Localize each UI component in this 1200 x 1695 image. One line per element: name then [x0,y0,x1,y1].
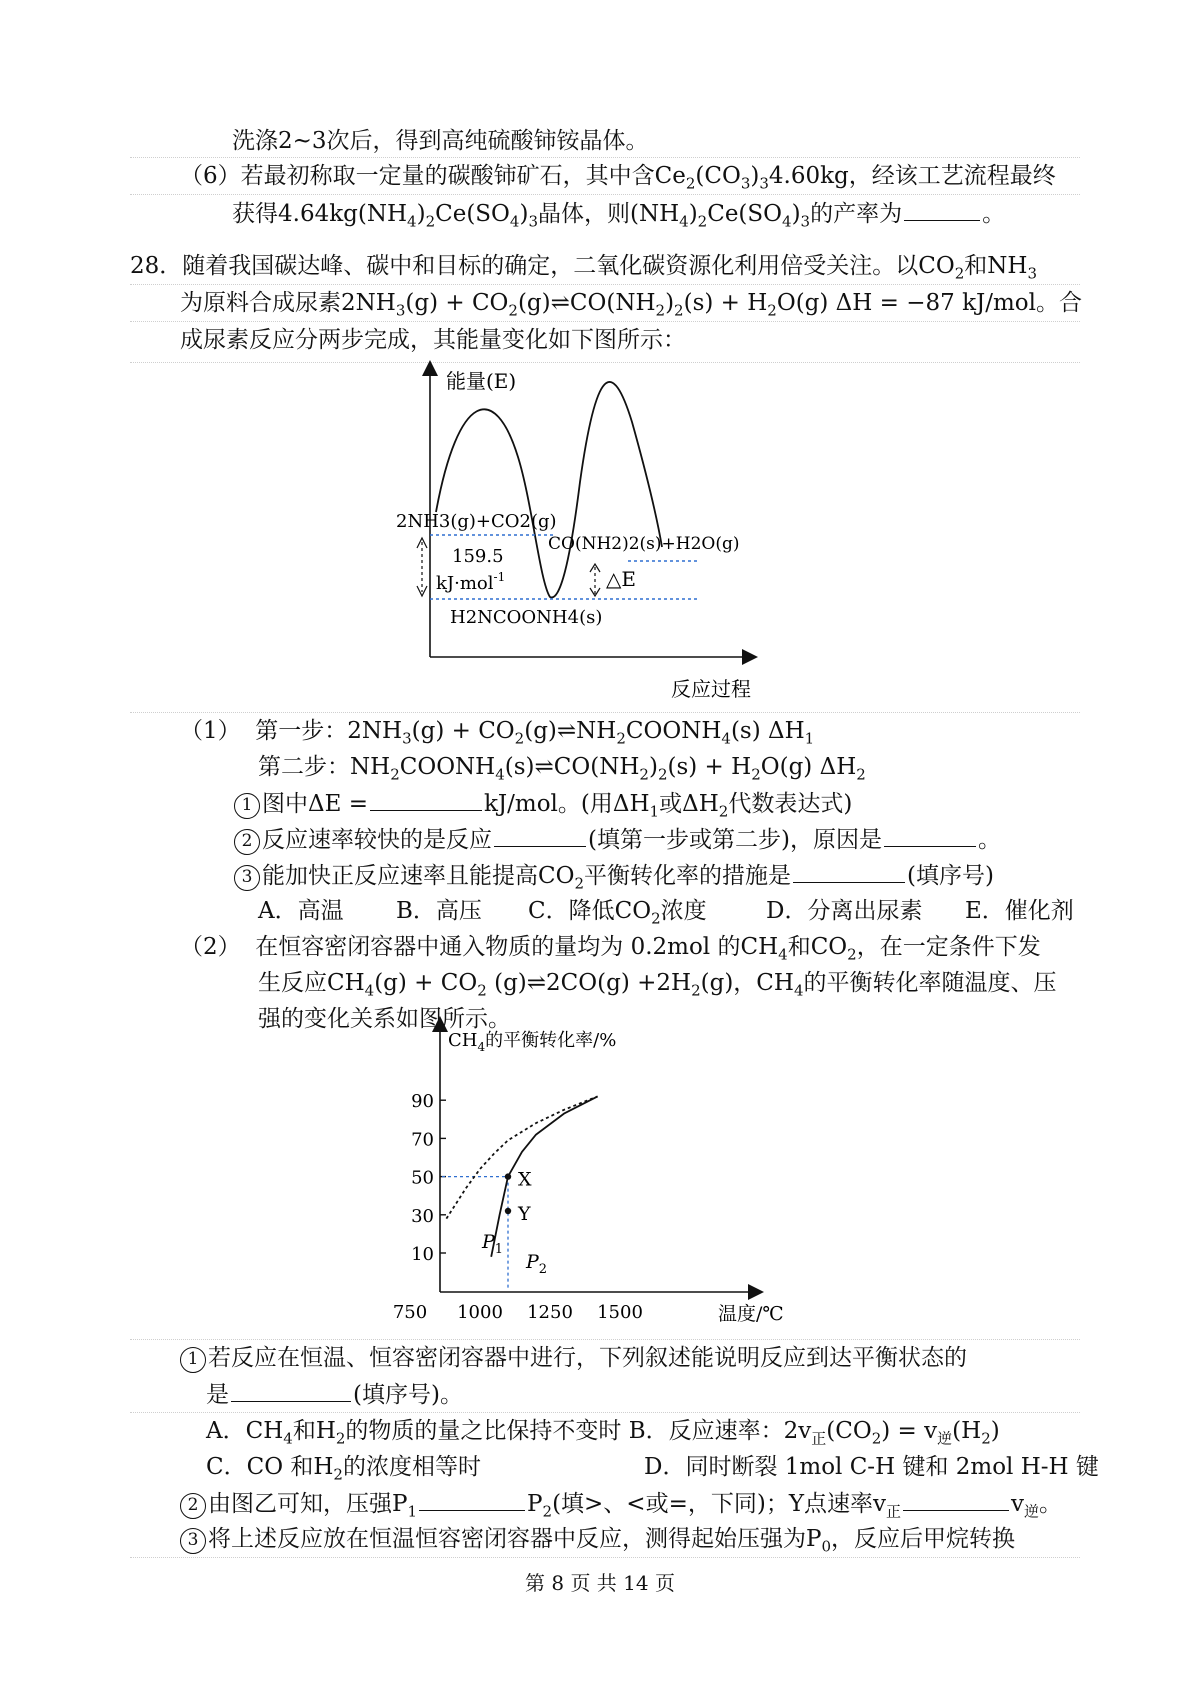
c-question-1: 1 若反应在恒温、恒容密闭容器中进行，下列叙述能说明反应到达平衡状态的 [180,1343,967,1373]
gap-value-label: 159.5 [452,546,504,567]
part2-line-2: 生反应$CH_4(g) + CO_2$ (g)⇌2CO(g) $+2H_2(g)$，$CH_4$的平衡转化率随温度、压 [258,970,1057,1000]
dotted-rule [130,712,1080,713]
option-e: E．催化剂 [965,898,1074,924]
dotted-rule [130,1339,1080,1340]
circled-number: 3 [234,865,260,891]
p2-curve-label: $P_2$ [526,1251,548,1277]
answer-blank-equilibrium[interactable] [231,1379,351,1402]
answer-blank-reason[interactable] [884,824,976,847]
answer-blank-rate[interactable] [903,1488,1009,1511]
dotted-rule [130,157,1080,158]
option-d: D．分离出尿素 [766,898,923,924]
sub-question-2: 2 反应速率较快的是反应 (填第一步或第二步)，原因是 。 [234,824,1001,855]
energy-x-label: 反应过程 [671,677,751,701]
reactants-label: 2NH3(g)+CO2(g) [396,511,557,532]
conv-x-title: 温度/℃ [718,1303,784,1325]
delta-e-label: △E [606,567,636,591]
part2-line-3: 强的变化关系如图所示。 [258,1006,511,1032]
dotted-rule [130,1412,1080,1413]
point-x [505,1173,511,1179]
y-tick-label: 30 [411,1205,434,1227]
q6-line-1: 洗涤2~3次后，得到高纯硫酸铈铵晶体。 [232,128,649,154]
q28-intro-line-2: 为原料合成尿素$2NH_3(g)$ + $CO_2(g)\rightleftharpoons CO(NH_2)_2(s) + H_2O(g) \Delta H = -87$ kJ/mol。合 [180,290,1083,320]
step1-equation: （1） 第一步：$2NH_3(g)$ + $CO_2(g)\rightleftharpoons NH_2COONH_4(s)$ $\Delta H_1$ [180,718,815,748]
products-label: CO(NH2)2(s)+H2O(g) [548,534,740,554]
y-tick-label: 90 [411,1091,434,1113]
c-option-d: D．同时断裂 1mol C-H 键和 2mol H-H 键 [644,1454,1099,1480]
sub-question-3: 3 能加快正反应速率且能提高$CO_2$平衡转化率的措施是 (填序号) [234,860,994,891]
energy-y-label: 能量(E) [446,369,517,393]
circled-number: 1 [180,1347,206,1373]
x-tick-label: 750 [392,1302,428,1323]
energy-diagram [396,362,780,707]
c-options-row-1: A．$CH_4$和$H_2$的物质的量之比保持不变时 B．反应速率：$2v_正(CO_2) = v_逆(H_2)$ [206,1418,1000,1448]
gap-unit-label: kJ·mol$^{-1}$ [436,570,506,594]
q6-line-2: （6）若最初称取一定量的碳酸铈矿石，其中含$Ce_2(CO_3)_34.60kg$，经该工艺流程最终 [180,163,1056,193]
conversion-chart [392,1018,820,1333]
q28-intro-line-1: 28．随着我国碳达峰、碳中和目标的确定，二氧化碳资源化利用倍受关注。以$CO_2$和$NH_3$ [130,253,1038,283]
c-question-2: 2 由图乙可知，压强$P_1$ $P_2$(填>、<或=，下同)；Y点速率$v_正$ $v_逆$。 [180,1488,1062,1519]
q28-intro-line-3: 成尿素反应分两步完成，其能量变化如下图所示： [180,327,686,353]
option-b: B．高压 [396,898,482,924]
y-tick-label: 50 [411,1167,434,1189]
point-y-label: Y [518,1202,531,1225]
part2-line-1: （2） 在恒容密闭容器中通入物质的量均为 0.2mol 的$CH_4$和$CO_2$，在一定条件下发 [180,934,1041,964]
x-tick-label: 1250 [527,1302,573,1323]
series-p1-line [446,1096,597,1218]
dotted-rule [130,321,1080,322]
dotted-rule [130,284,1080,285]
y-tick-label: 10 [411,1244,434,1265]
step2-equation: 第二步：$NH_2COONH_4(s)\rightleftharpoons CO(NH_2)_2(s) + H_2O(g)$ $\Delta H_2$ [258,754,866,784]
point-x-label: X [518,1168,532,1191]
circled-number: 2 [180,1493,206,1519]
option-a: A．高温 [258,898,344,924]
dotted-rule [130,194,1080,195]
c-question-3: 3 将上述反应放在恒温恒容密闭容器中反应，测得起始压强为$P_0$，反应后甲烷转换 [180,1524,1015,1554]
circled-number: 3 [180,1528,206,1554]
answer-blank-yield[interactable] [904,198,980,221]
dotted-rule [130,1557,1080,1558]
option-c: C．降低$CO_2$浓度 [528,898,707,928]
c-option-c: C．CO 和$H_2$的浓度相等时 [206,1454,481,1484]
x-tick-label: 1500 [597,1302,643,1323]
q6-line-3: 获得$4.64kg(NH_4)_2Ce(SO_4)_3$晶体，则$(NH_4)_2Ce(SO_4)_3$的产率为 。 [232,198,1005,229]
answer-blank-measures[interactable] [793,860,905,883]
x-tick-label: 1000 [457,1302,503,1323]
sub-question-1: 1 图中ΔE = kJ/mol。(用$\Delta H_1$或$\Delta H_2$代数表达式) [234,788,852,819]
page-footer: 第 8 页 共 14 页 [525,1571,675,1595]
answer-blank-delta-e[interactable] [370,788,482,811]
point-y [505,1208,511,1214]
p1-curve-label: $P_1$ [482,1231,504,1257]
c-question-1-cont: 是 (填序号)。 [206,1379,463,1410]
intermediate-label: H2NCOONH4(s) [450,607,603,628]
circled-number: 1 [234,793,260,819]
answer-blank-faster-step[interactable] [494,824,586,847]
y-tick-label: 70 [411,1129,434,1151]
answer-blank-pressure[interactable] [419,1488,525,1511]
circled-number: 2 [234,829,260,855]
conv-y-title: $CH_4$的平衡转化率/% [448,1030,617,1054]
